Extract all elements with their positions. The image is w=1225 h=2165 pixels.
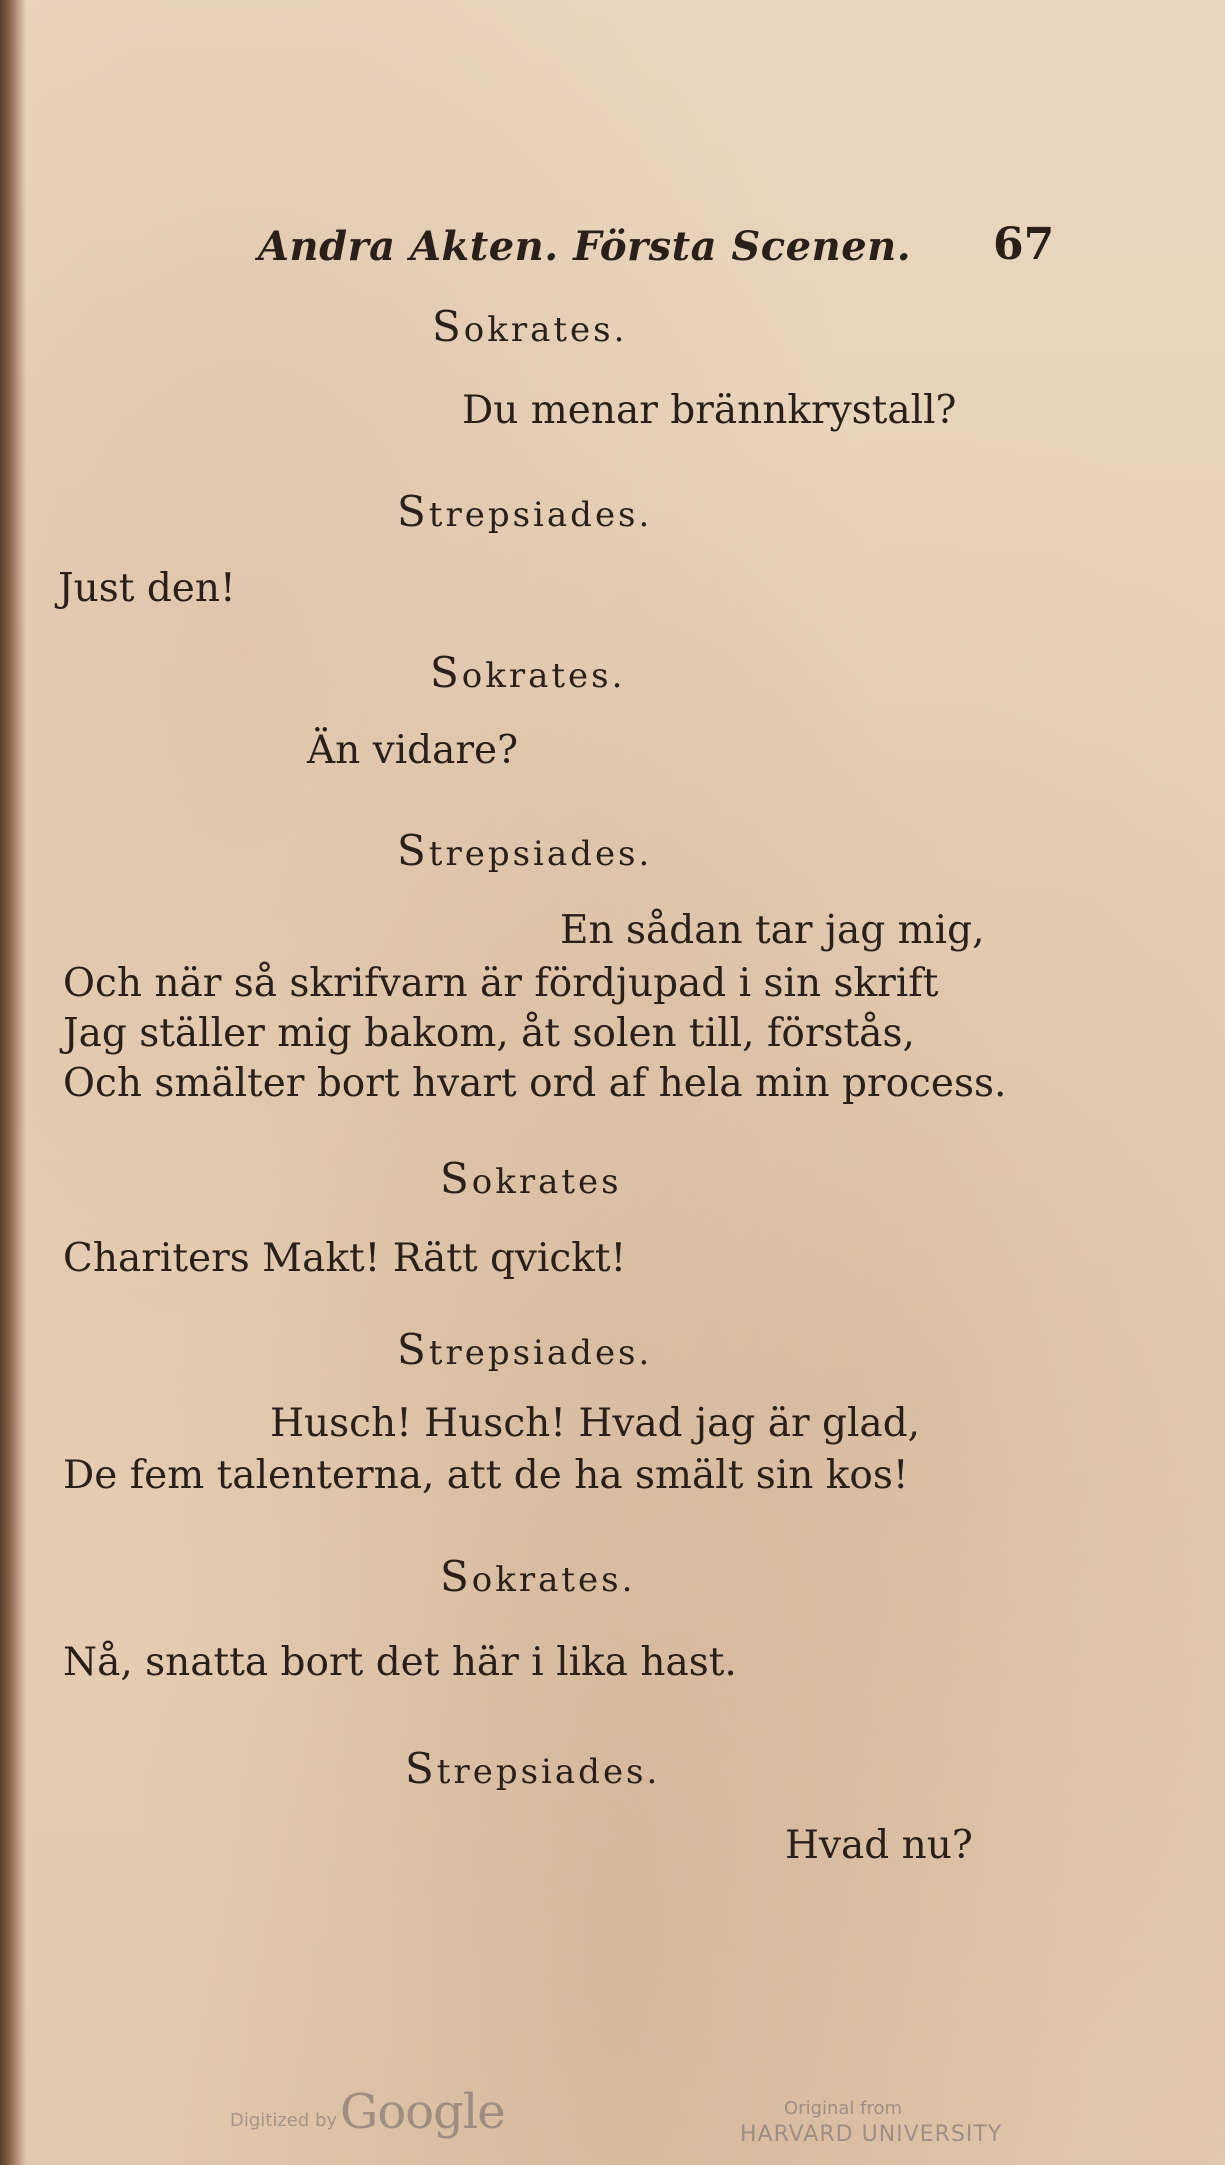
institution-label: HARVARD UNIVERSITY <box>740 2122 1003 2147</box>
digitization-footer <box>0 2080 1225 2150</box>
speaker-name: Strepsiades. <box>397 1325 653 1374</box>
dialogue-line: Nå, snatta bort det här i lika hast. <box>63 1640 737 1685</box>
speaker-name: Sokrates. <box>440 1552 636 1601</box>
speaker-name: Sokrates. <box>432 302 628 351</box>
google-logo: Google <box>340 2084 505 2140</box>
dialogue-line: Hvad nu? <box>785 1823 973 1868</box>
dialogue-line: De fem talenterna, att de ha smält sin kos! <box>63 1453 909 1498</box>
speaker-name: Strepsiades. <box>397 826 653 875</box>
dialogue-line: En sådan tar jag mig, <box>560 908 985 953</box>
page-binding-edge <box>0 0 26 2165</box>
dialogue-line: Just den! <box>58 566 236 611</box>
dialogue-line: Chariters Makt! Rätt qvickt! <box>63 1236 627 1281</box>
speaker-name: Sokrates. <box>430 648 626 697</box>
dialogue-line: Än vidare? <box>307 728 519 773</box>
speaker-name: Strepsiades. <box>405 1744 661 1793</box>
speaker-name: Sokrates <box>440 1154 622 1203</box>
dialogue-line: Du menar brännkrystall? <box>462 388 957 433</box>
running-head: Andra Akten. Första Scenen. <box>258 223 912 270</box>
original-from-label: Original from <box>784 2098 903 2119</box>
dialogue-line: Jag ställer mig bakom, åt solen till, förstås, <box>63 1011 915 1056</box>
dialogue-line: Husch! Husch! Hvad jag är glad, <box>270 1401 921 1446</box>
dialogue-line: Och smälter bort hvart ord af hela min process. <box>63 1061 1007 1106</box>
digitized-by-label: Digitized by <box>230 2110 338 2131</box>
dialogue-line: Och när så skrifvarn är fördjupad i sin skrift <box>63 961 939 1006</box>
speaker-name: Strepsiades. <box>397 487 653 536</box>
page-number: 67 <box>993 219 1055 270</box>
page-header <box>0 205 1225 270</box>
